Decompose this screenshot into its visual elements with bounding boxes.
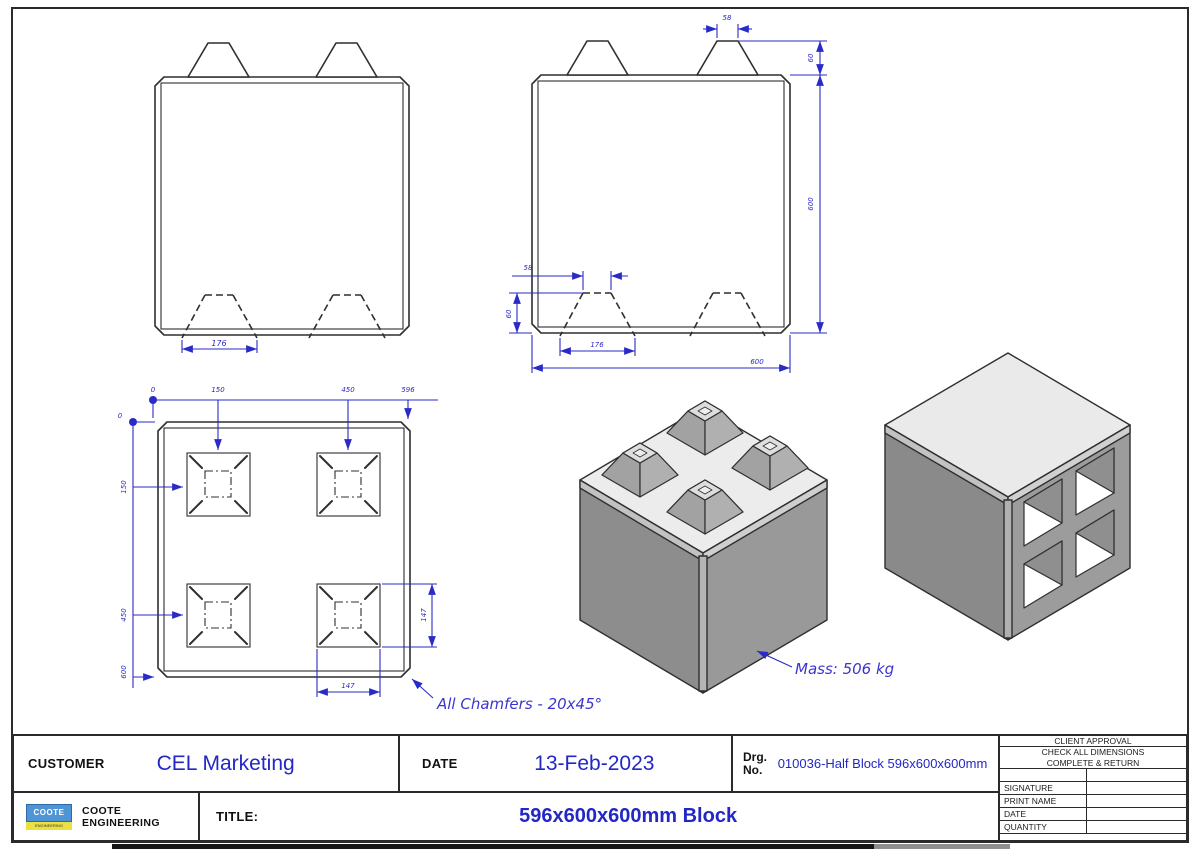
lug-outline [188,43,249,77]
iso-view-top [580,401,894,693]
ord-y-450: 450 [120,608,128,622]
bottom-gray-strip [874,844,1010,849]
title-cell [200,793,1000,840]
hidden-pocket [560,293,635,336]
date-row [1000,808,1186,821]
approval-date-field[interactable] [1087,808,1186,820]
ord-x-596: 596 [401,386,415,394]
dim-overall-width: 600 [750,358,764,366]
approval-section [1000,736,1186,840]
lug-outline [567,41,628,75]
top-view [118,386,602,713]
ordinate-origin [129,418,137,426]
quantity-label: QUANTITY [1000,821,1087,833]
client-approval-header: CLIENT APPROVAL [1000,736,1186,747]
ord-x-450: 450 [341,386,355,394]
signature-label: SIGNATURE [1000,782,1087,794]
title-value: 596x600x600mm Block [519,805,738,827]
customer-label: CUSTOMER [28,756,105,771]
pocket [317,584,380,647]
dim-pocket-depth: 60 [505,309,513,319]
hidden-pocket [690,293,765,336]
dim-lug-height: 60 [807,53,815,63]
dim-front-pocket-base: 176 [211,339,227,348]
pocket [187,584,250,647]
customer-value: CEL Marketing [156,751,295,775]
date-label: DATE [422,756,458,771]
logo-top-text: COOTE [26,804,72,822]
quantity-row [1000,821,1186,834]
pocket [317,453,380,516]
pocket [187,453,250,516]
coote-logo [26,804,72,830]
approval-date-label: DATE [1000,808,1087,820]
logo-bottom-text: ENGINEERING [26,822,72,830]
ord-y-0: 0 [117,412,123,420]
print-name-label: PRINT NAME [1000,795,1087,807]
front-view [155,43,409,353]
drawing-number-value: 010036-Half Block 596x600x600mm [777,756,988,771]
drawing-number-cell [733,736,1000,793]
ord-x-0: 0 [150,386,156,394]
hidden-pocket [309,295,385,338]
date-value: 13-Feb-2023 [534,751,655,775]
ord-y-600: 600 [120,665,128,679]
company-name: COOTE ENGINEERING [82,804,160,829]
chamfer-note: All Chamfers - 20x45° [437,695,603,713]
dim-lug-top-width: 58 [722,14,732,22]
bottom-dark-strip [112,844,874,849]
lug-outline [316,43,377,77]
ord-y-150: 150 [120,480,128,494]
ord-x-150: 150 [211,386,225,394]
mass-note: Mass: 506 kg [795,660,895,678]
approval-blank-row [1000,769,1186,782]
customer-cell [14,736,400,793]
company-cell [14,793,200,840]
section-view [505,14,827,373]
dim-pocket-width: 147 [341,682,355,690]
iso-view-bottom [885,353,1130,640]
dim-overall-height: 600 [807,197,815,211]
signature-row [1000,782,1186,795]
date-cell [400,736,733,793]
print-name-field[interactable] [1087,795,1186,807]
quantity-field[interactable] [1087,821,1186,833]
title-block [12,734,1188,842]
signature-field[interactable] [1087,782,1186,794]
hidden-pocket [182,295,257,338]
dim-pocket-base: 176 [590,341,604,349]
lug-outline [697,41,758,75]
drawing-number-label: Drg. No. [743,749,767,777]
approval-instructions: CHECK ALL DIMENSIONS COMPLETE & RETURN [1000,747,1186,769]
dim-pocket-top-width: 58 [523,264,533,272]
print-name-row [1000,795,1186,808]
title-label: TITLE: [216,809,259,824]
dim-pocket-height: 147 [420,608,428,622]
ordinate-origin [149,396,157,404]
